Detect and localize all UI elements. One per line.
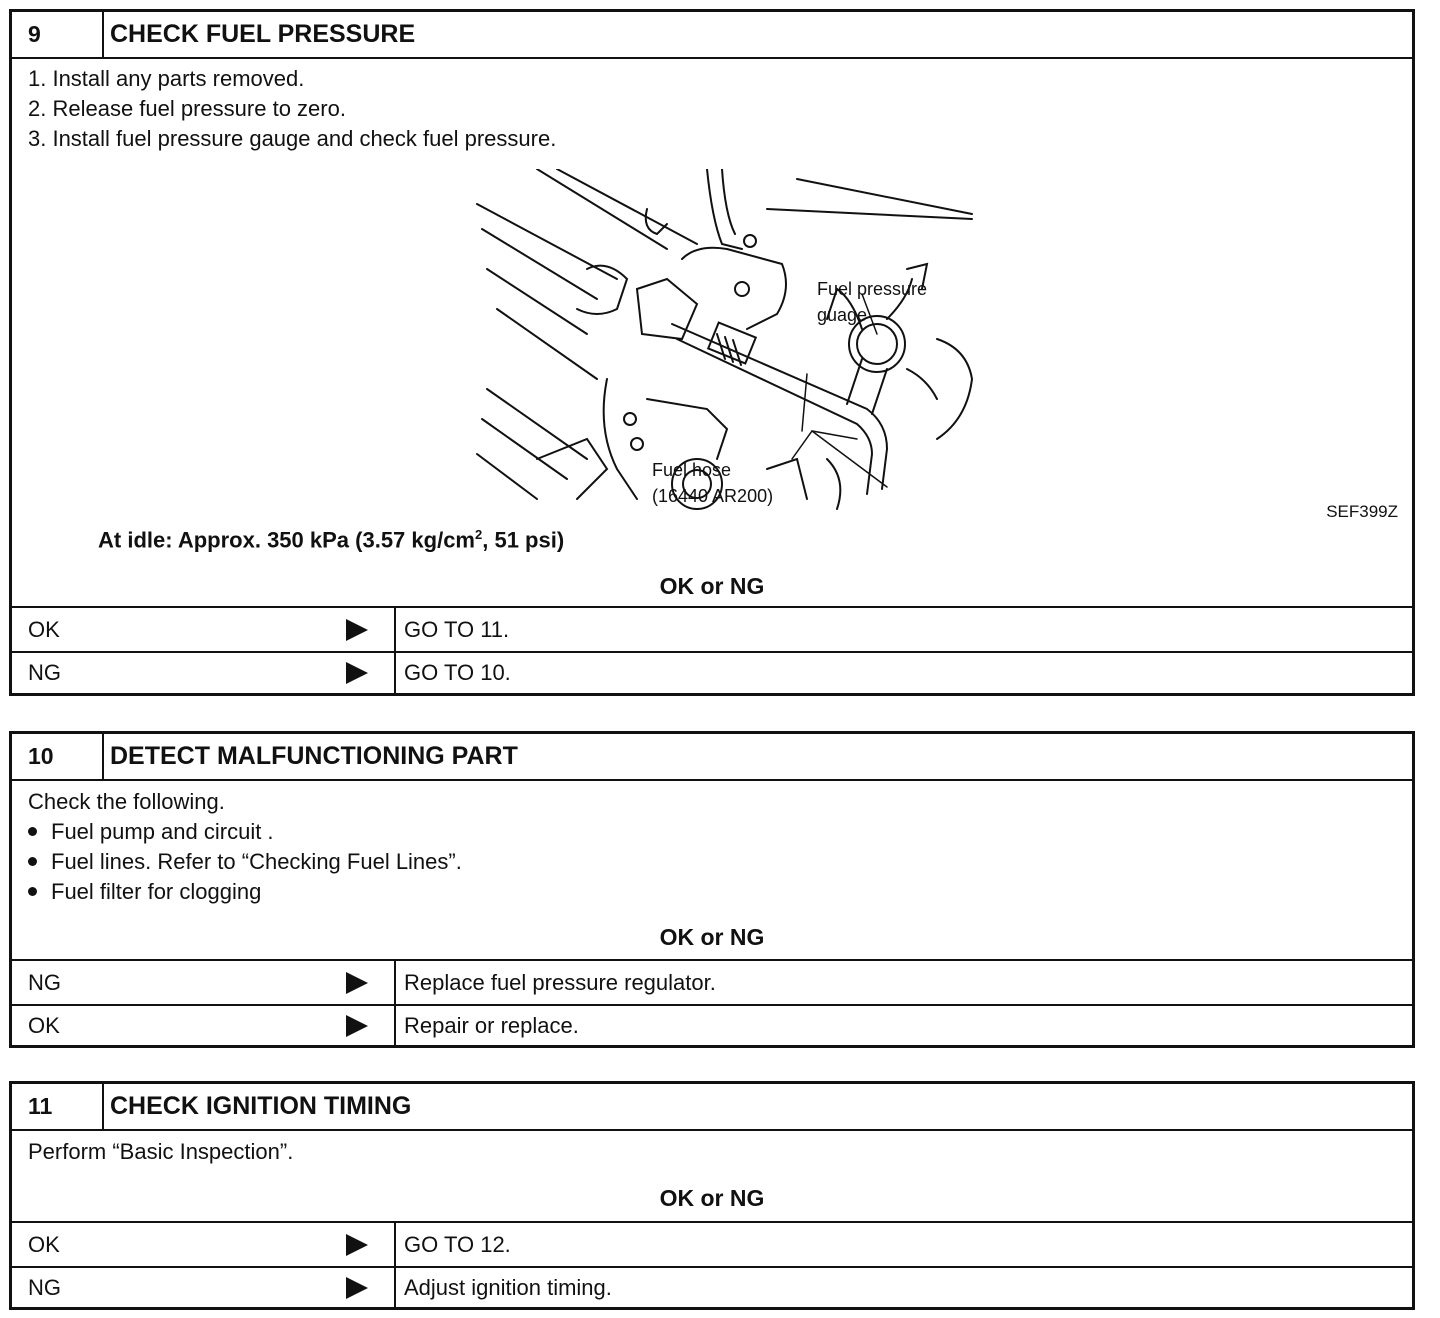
result-label: OK: [28, 616, 60, 642]
step-body: [12, 59, 1412, 608]
step-10: [9, 731, 1415, 1048]
action-cell: Replace fuel pressure regulator.: [404, 969, 716, 995]
step-header: [12, 734, 1412, 781]
step-number: 9: [12, 12, 104, 57]
spec-suffix: , 51 psi): [482, 527, 565, 553]
step-11: [9, 1081, 1415, 1310]
result-cell: [12, 961, 396, 1004]
arrow-right-icon: [346, 662, 368, 684]
step-header: [12, 12, 1412, 59]
ok-or-ng-label: OK or NG: [659, 924, 765, 950]
step-intro: Perform “Basic Inspection”.: [28, 1139, 294, 1164]
step-body: [12, 781, 1412, 961]
result-label: NG: [28, 660, 61, 685]
step-title: CHECK FUEL PRESSURE: [110, 20, 416, 48]
step-title: DETECT MALFUNCTIONING PART: [110, 742, 518, 770]
check-item: Fuel filter for clogging: [28, 877, 261, 907]
result-cell: [12, 1006, 396, 1045]
arrow-right-icon: [346, 972, 368, 994]
result-label: NG: [28, 1274, 61, 1300]
instruction-3: 3. Install fuel pressure gauge and check fuel pressure.: [28, 126, 557, 151]
spec-superscript: 2: [475, 527, 483, 542]
ok-or-ng-label: OK or NG: [659, 573, 765, 599]
action-cell: GO TO 11.: [404, 616, 510, 642]
result-cell: [12, 653, 396, 693]
result-row: [12, 1223, 1412, 1266]
result-row: [12, 1004, 1412, 1045]
action-cell: GO TO 10.: [404, 660, 511, 685]
result-row: [12, 961, 1412, 1004]
fuel-pressure-gauge-diagram: [467, 169, 987, 519]
label-hose-line2: (16440 AR200): [652, 486, 774, 506]
step-number: 10: [12, 734, 104, 779]
result-cell: [12, 1268, 396, 1307]
action-cell: GO TO 12.: [404, 1231, 511, 1257]
idle-pressure-spec: [98, 527, 564, 553]
step-intro: Check the following.: [28, 789, 225, 814]
spec-prefix: At idle: Approx. 350 kPa (3.57 kg/cm: [98, 527, 475, 553]
step-body: [12, 1131, 1412, 1223]
result-label: OK: [28, 1231, 60, 1257]
result-row: [12, 1266, 1412, 1307]
step-header: [12, 1084, 1412, 1131]
figure-id: SEF399Z: [1326, 502, 1398, 521]
instruction-1: 1. Install any parts removed.: [28, 66, 305, 91]
step-title: CHECK IGNITION TIMING: [110, 1092, 412, 1120]
step-9: [9, 9, 1415, 696]
result-row: [12, 608, 1412, 651]
result-row: [12, 651, 1412, 693]
action-cell: Adjust ignition timing.: [404, 1274, 612, 1300]
arrow-right-icon: [346, 1277, 368, 1299]
label-hose-line1: Fuel hose: [652, 460, 732, 480]
result-label: OK: [28, 1012, 60, 1038]
check-item: Fuel lines. Refer to “Checking Fuel Lines”.: [28, 847, 462, 877]
arrow-right-icon: [346, 619, 368, 641]
result-label: NG: [28, 969, 61, 995]
check-item: Fuel pump and circuit .: [28, 817, 274, 847]
result-cell: [12, 608, 396, 651]
label-gauge-line1: Fuel pressure: [817, 279, 928, 299]
ok-or-ng-label: OK or NG: [659, 1185, 765, 1211]
step-number: 11: [12, 1084, 104, 1129]
instruction-2: 2. Release fuel pressure to zero.: [28, 96, 346, 121]
arrow-right-icon: [346, 1015, 368, 1037]
arrow-right-icon: [346, 1234, 368, 1256]
label-gauge-line2: guage: [817, 305, 868, 325]
result-cell: [12, 1223, 396, 1266]
action-cell: Repair or replace.: [404, 1012, 579, 1038]
